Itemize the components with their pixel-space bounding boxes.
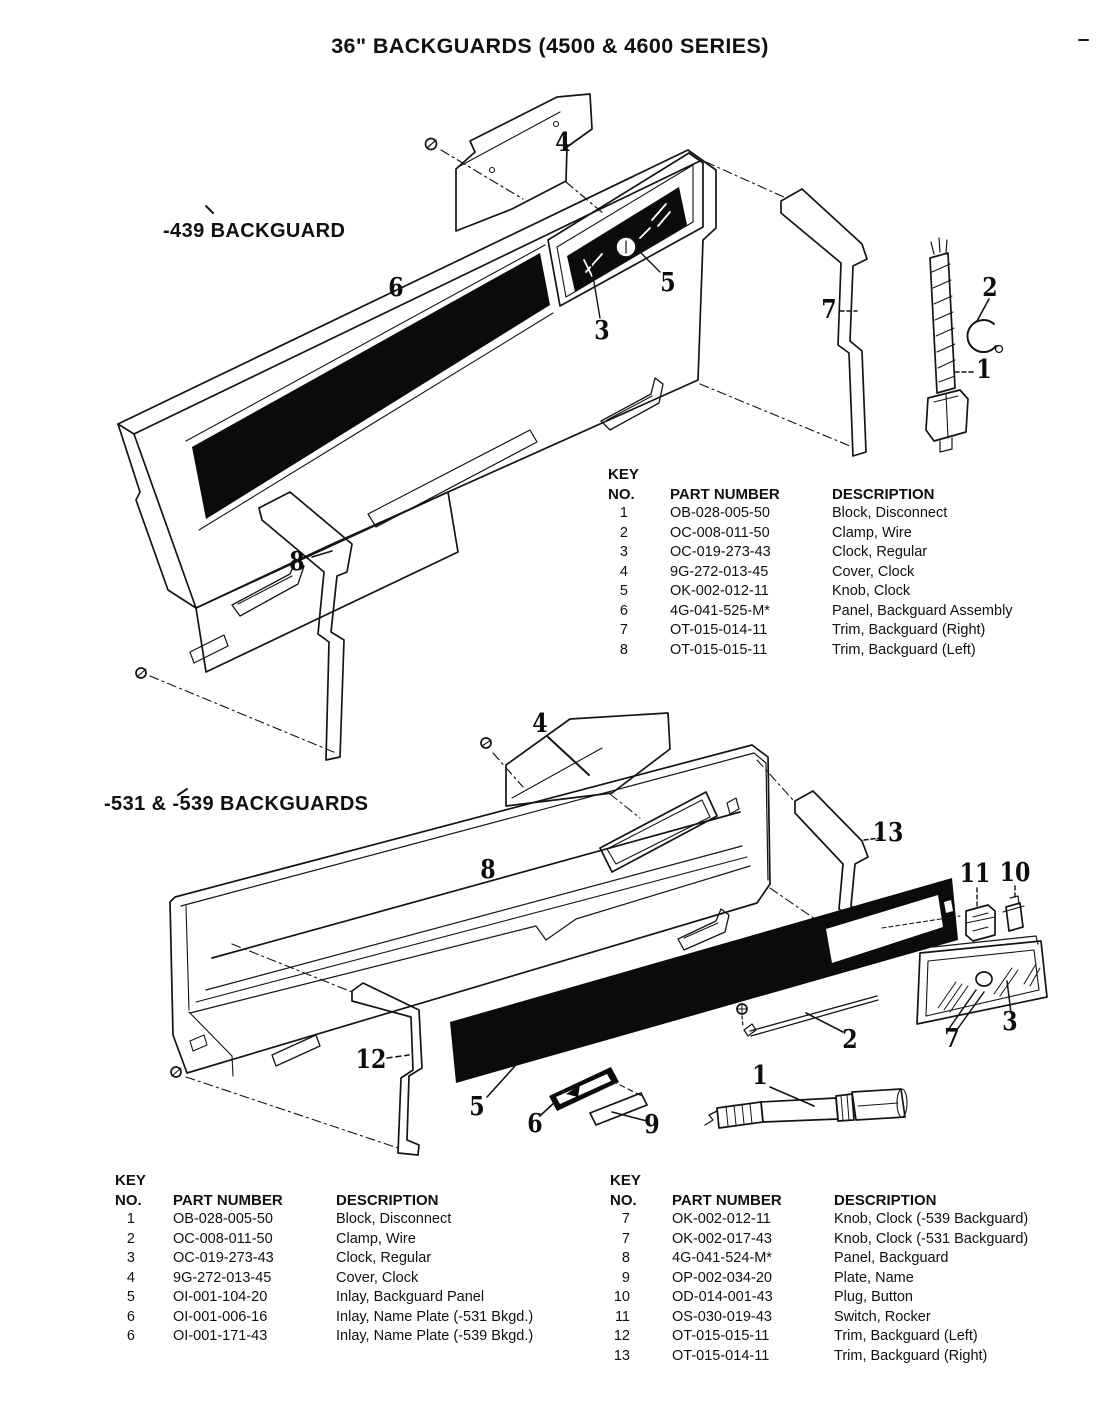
key-title: KEY xyxy=(608,466,639,483)
callout-12: 12 xyxy=(355,1045,387,1075)
key-row: 7 OK-002-012-11 Knob, Clock (-539 Backguard) xyxy=(621,1211,1029,1227)
callout-3: 3 xyxy=(1002,1007,1018,1037)
callout-3: 3 xyxy=(594,316,610,346)
key-row: 3 OC-019-273-43 Clock, Regular xyxy=(126,1250,432,1266)
key-row: 11 OS-030-019-43 Switch, Rocker xyxy=(614,1308,931,1325)
callout-1: 1 xyxy=(752,1061,768,1091)
key-header-row xyxy=(608,485,1068,505)
section-label-531: -531 & -539 BACKGUARDS xyxy=(104,793,369,815)
col-part: PART NUMBER xyxy=(173,1191,283,1209)
key-table-531-right xyxy=(610,1171,1080,1366)
col-part: PART NUMBER xyxy=(672,1191,782,1209)
key-rows xyxy=(115,1210,585,1347)
callout-13: 13 xyxy=(872,818,904,848)
key-row: 13 OT-015-014-11 Trim, Backguard (Right) xyxy=(613,1347,988,1364)
key-row: 7 OT-015-014-11 Trim, Backguard (Right) xyxy=(619,622,986,638)
callout-2: 2 xyxy=(842,1025,858,1055)
callout-4: 4 xyxy=(532,709,548,739)
col-desc: DESCRIPTION xyxy=(834,1191,937,1209)
key-row: 4 9G-272-013-45 Cover, Clock xyxy=(619,563,915,580)
section-label-439: -439 BACKGUARD xyxy=(163,220,346,242)
key-row: 8 OT-015-015-11 Trim, Backguard (Left) xyxy=(619,641,976,658)
key-row: 1 OB-028-005-50 Block, Disconnect xyxy=(126,1211,452,1227)
key-header-row xyxy=(610,1191,1080,1211)
callout-10: 10 xyxy=(999,858,1031,888)
key-row: 5 OK-002-012-11 Knob, Clock xyxy=(619,583,911,599)
key-row: 6 4G-041-525-M* Panel, Backguard Assembly xyxy=(619,602,1013,619)
col-no: NO. xyxy=(608,485,635,503)
key-row: 9 OP-002-034-20 Plate, Name xyxy=(621,1269,914,1286)
callout-4: 4 xyxy=(555,128,571,158)
key-title: KEY xyxy=(115,1172,146,1189)
callout-7: 7 xyxy=(821,295,837,325)
callout-8: 8 xyxy=(289,547,305,577)
callout-6: 6 xyxy=(527,1109,543,1139)
callout-9: 9 xyxy=(644,1110,660,1140)
callout-5: 5 xyxy=(469,1092,485,1122)
col-no: NO. xyxy=(115,1191,142,1209)
callout-1: 1 xyxy=(976,355,992,385)
col-desc: DESCRIPTION xyxy=(336,1191,439,1209)
col-part: PART NUMBER xyxy=(670,485,780,503)
key-rows xyxy=(608,504,1068,660)
key-row: 2 OC-008-011-50 Clamp, Wire xyxy=(619,524,912,541)
callout-11: 11 xyxy=(959,859,991,889)
key-row: 3 OC-019-273-43 Clock, Regular xyxy=(619,544,928,560)
col-no: NO. xyxy=(610,1191,637,1209)
key-row: 6 OI-001-171-43 Inlay, Name Plate (-539 Bkgd.) xyxy=(126,1328,534,1344)
key-title: KEY xyxy=(610,1172,641,1189)
callout-8: 8 xyxy=(480,855,496,885)
key-table-439 xyxy=(608,465,1068,660)
key-row: 12 OT-015-015-11 Trim, Backguard (Left) xyxy=(613,1328,978,1344)
key-row: 5 OI-001-104-20 Inlay, Backguard Panel xyxy=(126,1289,485,1305)
key-row: 10 OD-014-001-43 Plug, Button xyxy=(613,1289,913,1305)
key-row: 8 4G-041-524-M* Panel, Backguard xyxy=(621,1250,949,1266)
key-rows xyxy=(610,1210,1080,1366)
key-table-531-left xyxy=(115,1171,585,1347)
page-title: 36" BACKGUARDS (4500 & 4600 SERIES) xyxy=(331,34,769,58)
callout-2: 2 xyxy=(982,273,998,303)
callout-5: 5 xyxy=(660,268,676,298)
key-header-row xyxy=(115,1191,585,1211)
key-row: 1 OB-028-005-50 Block, Disconnect xyxy=(619,505,948,521)
key-row: 2 OC-008-011-50 Clamp, Wire xyxy=(126,1230,416,1247)
key-row: 4 9G-272-013-45 Cover, Clock xyxy=(126,1269,419,1286)
callout-6: 6 xyxy=(388,273,404,303)
callout-7: 7 xyxy=(944,1024,960,1054)
key-row: 6 OI-001-006-16 Inlay, Name Plate (-531 Bkgd.) xyxy=(126,1308,534,1325)
col-desc: DESCRIPTION xyxy=(832,485,935,503)
key-row: 7 OK-002-017-43 Knob, Clock (-531 Backguard) xyxy=(621,1230,1029,1247)
